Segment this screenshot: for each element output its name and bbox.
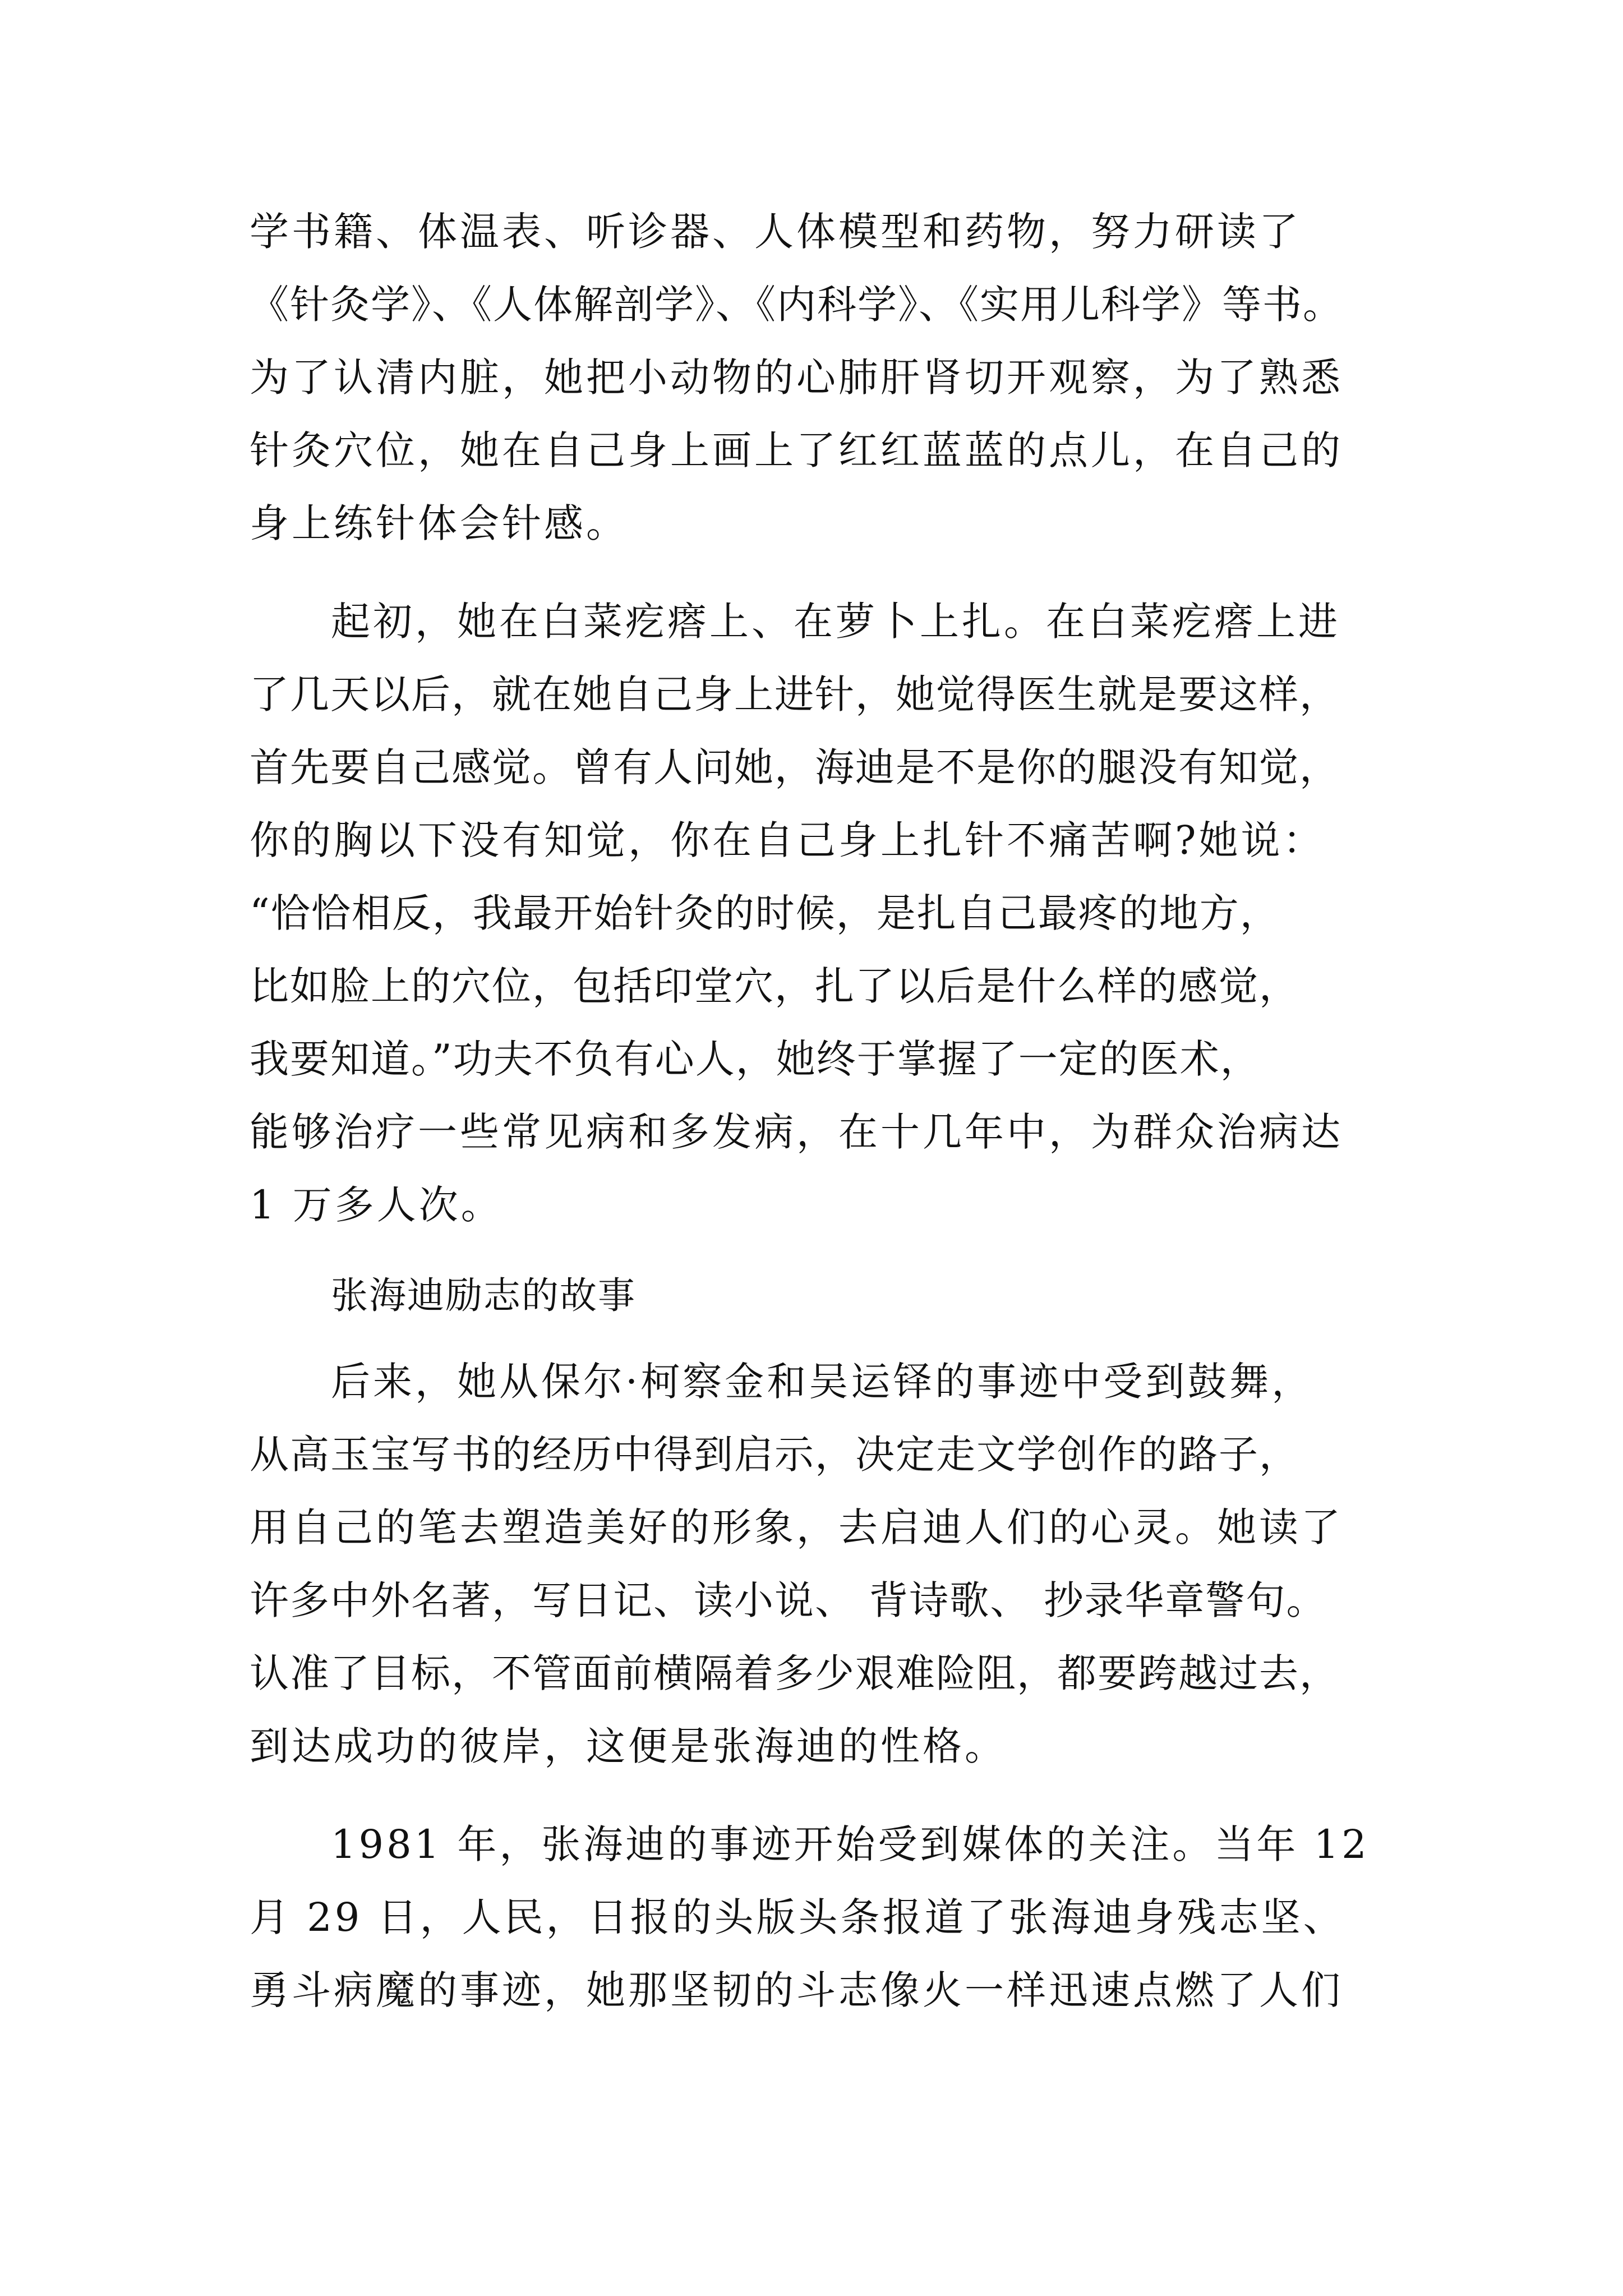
text-line: 学书籍、体温表、听诊器、人体模型和药物，努力研读了 <box>250 209 1301 255</box>
section-heading: 张海迪励志的故事 <box>331 1274 636 1317</box>
text-line: 用自己的笔去塑造美好的形象，去启迪人们的心灵。她读了 <box>250 1504 1343 1550</box>
text-line: 我要知道。”功夫不负有心人，她终于掌握了一定的医术， <box>250 1036 1261 1082</box>
text-line: 到达成功的彼岸，这便是张海迪的性格。 <box>250 1723 1007 1769</box>
text-line: 了几天以后，就在她自己身上进针，她觉得医生就是要这样， <box>250 671 1340 717</box>
text-line: 针灸穴位，她在自己身上画上了红红蓝蓝的点儿，在自己的 <box>250 427 1343 473</box>
text-line: 能够治疗一些常见病和多发病，在十几年中，为群众治病达 <box>250 1109 1343 1155</box>
paragraph-first-line: 1981 年，张海迪的事迹开始受到媒体的关注。当年 12 <box>331 1821 1370 1867</box>
text-line: 许多中外名著，写日记、读小说、 背诗歌、 抄录华章警句。 <box>250 1577 1327 1623</box>
text-line: 月 29 日，人民，日报的头版头条报道了张海迪身残志坚、 <box>250 1894 1345 1940</box>
paragraph-first-line: 后来，她从保尔·柯察金和吴运铎的事迹中受到鼓舞， <box>331 1359 1314 1405</box>
text-line: 身上练针体会针感。 <box>250 500 628 546</box>
text-line: 《针灸学》、《人体解剖学》、《内科学》、《实用儿科学》等书。 <box>250 282 1343 328</box>
text-line: “恰恰相反，我最开始针灸的时候，是扎自己最疼的地方， <box>250 890 1280 936</box>
text-line: 为了认清内脏，她把小动物的心肺肝肾切开观察，为了熟悉 <box>250 355 1343 401</box>
text-line: 1 万多人次。 <box>250 1182 503 1228</box>
text-line: 比如脸上的穴位，包括印堂穴，扎了以后是什么样的感觉， <box>250 963 1299 1009</box>
text-line: 从高玉宝写书的经历中得到启示，决定走文学创作的路子， <box>250 1432 1299 1478</box>
paragraph-first-line: 起初，她在白菜疙瘩上、在萝卜上扎。在白菜疙瘩上进 <box>331 599 1340 645</box>
text-line: 首先要自己感觉。曾有人问她，海迪是不是你的腿没有知觉， <box>250 744 1340 790</box>
text-line: 勇斗病魔的事迹，她那坚韧的斗志像火一样迅速点燃了人们 <box>250 1967 1343 2013</box>
text-line: 认准了目标，不管面前横隔着多少艰难险阻，都要跨越过去， <box>250 1650 1340 1696</box>
text-line: 你的胸以下没有知觉，你在自己身上扎针不痛苦啊?她说： <box>250 817 1325 863</box>
